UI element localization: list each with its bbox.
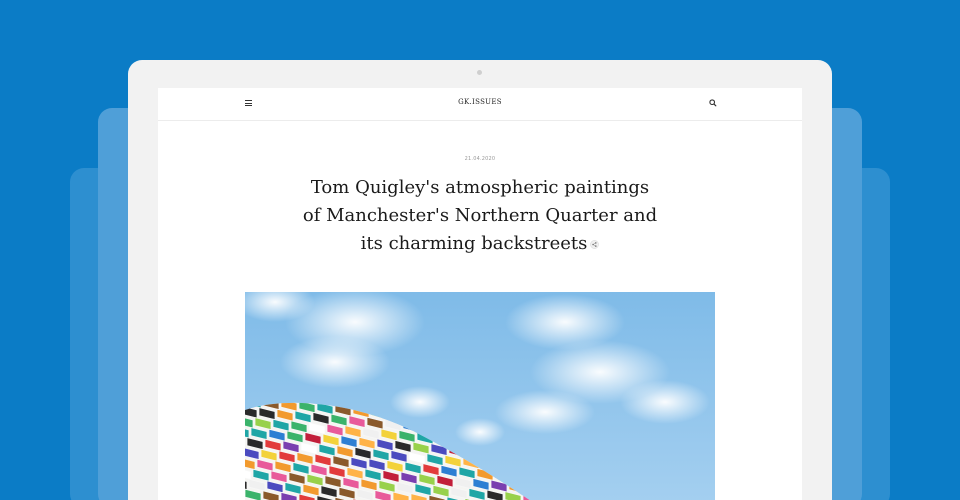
article-title <box>278 174 682 258</box>
title-line-3: its charming backstreets <box>360 233 588 254</box>
hero-image-art <box>245 292 715 500</box>
hero-image <box>245 292 715 500</box>
tablet-device <box>128 60 832 500</box>
camera-dot <box>477 70 482 75</box>
article-date: 21.04.2020 <box>464 156 496 162</box>
share-icon[interactable] <box>590 240 599 249</box>
tablet-screen <box>158 88 802 500</box>
title-line-1: Tom Quigley's atmospheric paintings <box>310 177 650 198</box>
title-line-2: of Manchester's Northern Quarter and <box>302 205 658 226</box>
top-navigation-bar <box>158 88 802 121</box>
search-icon[interactable] <box>708 98 718 108</box>
site-brand[interactable]: GK.ISSUES <box>458 98 502 106</box>
